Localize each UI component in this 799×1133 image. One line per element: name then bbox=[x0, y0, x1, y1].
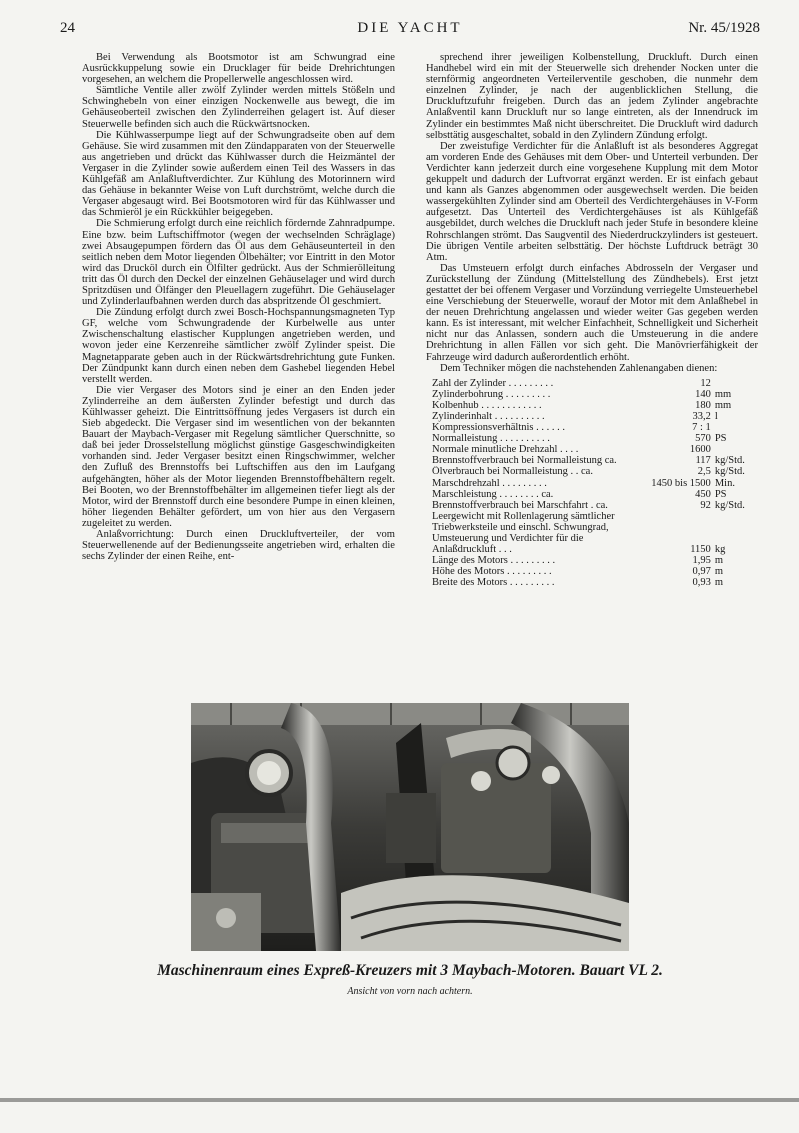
spec-value: 450 bbox=[695, 488, 711, 500]
paragraph: Dem Techniker mögen die nachstehenden Zahlenangaben dienen: bbox=[440, 362, 718, 374]
spec-label: Brennstoffverbrauch bei Marschfahrt . ca. bbox=[432, 499, 608, 511]
spec-label: Länge des Motors . . . . . . . . . bbox=[432, 555, 556, 567]
spec-value: 1450 bis 1500 bbox=[651, 477, 711, 489]
running-header bbox=[60, 20, 760, 40]
spec-unit: PS bbox=[714, 488, 727, 500]
spec-label: Brennstoffverbrauch bei Normalleistung ca. bbox=[432, 455, 617, 467]
journal-title: DIE YACHT bbox=[357, 20, 463, 36]
paragraph: Das Umsteuern erfolgt durch einfaches Abdrosseln der Vergaser und Zurückstellung der Zündung (Mittelstellung des Zündhebels). Erst jetzt gestattet der bei offenem Vergaser und Vorzündung verriegelte Umsteuerhebel eine Verschiebung der Steuerwelle, worauf der Motor mit dem Anlaßhebel in der neuen Drehrichtung angelassen und wieder weiter Gas gegeben werden kann. Es ist interessant, mit welcher Einfachheit, Schnelligkeit und Sicherheit nicht nur das Anlassen, sondern auch die Umsteuerung in die andere Drehrichtung in allen Fällen vor sich geht. Die Manövrierfähigkeit der Fahrzeuge wird dadurch außerordentlich erhöht. bbox=[426, 262, 758, 363]
spec-row bbox=[426, 411, 758, 422]
spec-label: Ölverbrauch bei Normalleistung . . ca. bbox=[432, 466, 593, 478]
spec-value: 1600 bbox=[689, 444, 711, 456]
spec-value: 1,95 bbox=[692, 555, 711, 567]
spec-unit: mm bbox=[714, 399, 732, 411]
spec-row bbox=[426, 577, 758, 588]
paragraph: Die Schmierung erfolgt durch eine reichlich fördernde Zahnradpumpe. Eine bzw. beim Luftschiffmotor (wegen der wechselnden Schräglage) zwei Absaugepumpen fördern das Öl aus dem Gehäuseunterteil in den seitlich neben dem Motor liegenden Ölbehälter; vor Eintritt in den Motor wird das Drucköl durch ein Ölfilter gedrückt. Aus der Schmierölleitung tritt das Öl durch den Deckel der einzelnen Gehäuselager und wird durch Spritzdüsen und Ölfänger den Pleuellagern zugeführt. Die Gehäuselager und Zylinderlaufbahnen werden durch das abspritzende Öl geschmiert. bbox=[82, 218, 395, 308]
spec-unit: PS bbox=[714, 433, 727, 445]
spec-row bbox=[426, 489, 758, 500]
right-column bbox=[426, 52, 758, 589]
issue-number: Nr. 45/1928 bbox=[688, 20, 760, 36]
spec-row bbox=[426, 478, 758, 489]
spec-row bbox=[426, 400, 758, 411]
spec-unit: kg/Std. bbox=[714, 499, 745, 511]
spec-label: Normale minutliche Drehzahl . . . . bbox=[432, 444, 579, 456]
paragraph: Sämtliche Ventile aller zwölf Zylinder werden mittels Stößeln und Schwinghebeln von einer einzigen Nockenwelle aus bewegt, die im Gehäuseoberteil zwischen den Zylinderreihen gelagert ist. Auf dieser Steuerwelle befinden sich auch die Rückwärtsnocken. bbox=[82, 85, 395, 130]
spec-row bbox=[426, 433, 758, 444]
spec-row bbox=[426, 511, 758, 555]
spec-label: Marschleistung . . . . . . . . ca. bbox=[432, 488, 554, 500]
spec-row bbox=[426, 466, 758, 477]
spec-label: Leergewicht mit Rollenlagerung sämtlicher Triebwerksteile und einschl. Schwungrad, Umsteuerung und Verdichter für die Anlaßdruckluft . . . bbox=[432, 510, 615, 556]
bottom-edge-rule bbox=[0, 1098, 799, 1102]
spec-value: 1150 bbox=[690, 544, 711, 556]
spec-unit: m bbox=[714, 577, 723, 589]
spec-row bbox=[426, 555, 758, 566]
spec-label: Breite des Motors . . . . . . . . . bbox=[432, 577, 555, 589]
spec-value: 92 bbox=[700, 499, 711, 511]
spec-row bbox=[426, 455, 758, 466]
spec-label: Zahl der Zylinder . . . . . . . . . bbox=[432, 377, 554, 389]
spec-value: 570 bbox=[695, 433, 711, 445]
spec-value: 0,93 bbox=[692, 577, 711, 589]
spec-unit: m bbox=[714, 566, 723, 578]
paragraph: Die Zündung erfolgt durch zwei Bosch-Hochspannungsmagneten Typ GF, welche vom Schwungradende der Kurbelwelle aus unter Zwischenschaltung elastischer Kupplungen angetrieben werden, und wovon jeder eine Kerzenreihe sämtlicher zwölf Zylinder speist. Die Magnetapparate geben auch in der Rückwärtsdrehrichtung gute Funken. Der Zündpunkt kann durch einen neben dem Gashebel liegenden Hebel verstellt werden. bbox=[82, 307, 395, 385]
page-number: 24 bbox=[60, 20, 75, 36]
paragraph: Anlaßvorrichtung: Durch einen Druckluftverteiler, der vom Steuerwellenende auf der Bedienungsseite angetrieben wird, erhalten die sechs Zylinder der einen Reihe, ent- bbox=[82, 529, 395, 563]
figure-caption: Maschinenraum eines Expreß-Kreuzers mit 3 Maybach-Motoren. Bauart VL 2. bbox=[157, 962, 663, 979]
spec-value: 117 bbox=[695, 455, 711, 467]
spec-label: Kompressionsverhältnis . . . . . . bbox=[432, 422, 565, 434]
spec-label: Zylinderinhalt . . . . . . . . . . bbox=[432, 411, 545, 422]
spec-unit: mm bbox=[714, 388, 732, 400]
figure-subcaption: Ansicht von vorn nach achtern. bbox=[347, 986, 473, 997]
spec-value: 140 bbox=[695, 388, 711, 400]
paragraph: sprechend ihrer jeweiligen Kolbenstellung, Druckluft. Durch einen Handhebel wird ein mit der Steuerwelle sich drehender Nocken unter die sternförmig angeordneten Verteilerventile geschoben, die nunmehr dem einzelnen Zylinder, je nach der augenblicklichen Stellung, die Druckluftzufuhr freigeben. Durch das an jedem Zylinder angebrachte Anlaßventil kann Druckluft nur so lange eintreten, als der Innendruck im Zylinder ein bestimmtes Maß nicht überschreitet. Die Druckluft wird dadurch selbsttätig ausgeschaltet, sobald in den Zylindern Zündung erfolgt. bbox=[426, 52, 758, 141]
spec-value: 7 : 1 bbox=[692, 422, 711, 434]
spec-label: Höhe des Motors . . . . . . . . . bbox=[432, 566, 552, 578]
paragraph: Die Kühlwasserpumpe liegt auf der Schwungradseite oben auf dem Gehäuse. Sie wird zusammen mit den Zündapparaten von der Steuerwelle aus angetrieben und drückt das Kühlwasser durch die Heizmäntel der Vergaser in die Zylinder sowie außerdem einen Teil des Wassers in das Kühlgefäß am Anlaßluftverdichter. Zur Kühlung des Motorinnern wird das Gehäuse in bekannter Weise von Luft durchströmt, welche durch die Vergaser abgesaugt wird. Bei Bootsmotoren wird für das Kühlwasser und das Schmieröl je ein Rückkühler beigegeben. bbox=[82, 129, 395, 219]
spec-row bbox=[426, 500, 758, 511]
spec-value: 33,2 bbox=[692, 411, 711, 422]
left-column bbox=[82, 52, 395, 562]
spec-unit: l bbox=[714, 411, 718, 422]
paragraph: Die vier Vergaser des Motors sind je einer an den Enden jeder Zylinderreihe an dem äußersten Zylinder befestigt und durch das Kühlwasser geheizt. Die Eintrittsöffnung jedes Vergasers ist durch ein Sieb abgedeckt. Die Vergaser sind im wesentlichen von der bekannten Bauart der Maybach-Vergaser mit Regelung sämtlicher Querschnitte, so daß bei jeder Drosselstellung möglichst günstige Gasgeschwindigkeiten vorhanden sind. Jeder Vergaser besitzt einen Ringschwimmer, welcher den Zufluß des Brennstoffs bei Luftschiffen aus den im Laufgang aufgehängten, höher als der Motor liegenden Brennstoffbehältern regelt. Bei Booten, wo der Brennstoffbehälter im allgemeinen tiefer liegt als der Motor, wird der Brennstoff durch eine besondere Pumpe in einen kleinen, höher liegenden Behälter gefördert, um von hier aus den Vergasern zugeleitet zu werden. bbox=[82, 384, 395, 529]
spec-row bbox=[426, 566, 758, 577]
spec-label: Normalleistung . . . . . . . . . . bbox=[432, 433, 550, 445]
spec-row bbox=[426, 444, 758, 455]
spec-table bbox=[426, 378, 758, 589]
engine-room-illustration bbox=[191, 703, 629, 951]
spec-unit: m bbox=[714, 555, 723, 567]
spec-value: 12 bbox=[700, 377, 711, 389]
spec-label: Marschdrehzahl . . . . . . . . . bbox=[432, 477, 547, 489]
spec-label: Kolbenhub . . . . . . . . . . . . bbox=[432, 399, 542, 411]
spec-row bbox=[426, 422, 758, 433]
spec-label: Zylinderbohrung . . . . . . . . . bbox=[432, 388, 551, 400]
spec-unit: kg/Std. bbox=[714, 455, 745, 467]
spec-unit: Min. bbox=[714, 477, 735, 489]
paragraph: Der zweistufige Verdichter für die Anlaßluft ist als besonderes Aggregat am vorderen Ende des Gehäuses mit dem Ober- und Unterteil verbunden. Der Verdichter kann jederzeit durch eine vorgesehene Kupplung mit dem Motor gekuppelt und dadurch der Luftvorrat ergänzt werden. Er ist einfach gebaut und kann als Ganzes abgenommen oder ausgewechselt werden. Die beiden wassergekühlten Zylinder sind am Oberteil des Verdichtergehäuses in V-Form aufgesetzt. Das Unterteil des Verdichtergehäuses ist als Kühlgefäß ausgebildet, durch welches die Druckluft nach jeder Stufe in besondere kleine Rohrschlangen strömt. Das Saugventil des Niederdruckzylinders ist gesteuert. Die übrigen Ventile arbeiten selbsttätig. Der höchste Luftdruck beträgt 30 Atm. bbox=[426, 140, 758, 263]
engine-room-photo bbox=[191, 703, 629, 951]
spec-unit: kg bbox=[714, 544, 726, 556]
paragraph: Bei Verwendung als Bootsmotor ist am Schwungrad eine Ausrückkuppelung sowie ein Drucklager für beide Drehrichtungen vorgesehen, an welchem die Propellerwelle angeschlossen wird. bbox=[82, 52, 395, 86]
spec-value: 0,97 bbox=[692, 566, 711, 578]
spec-row bbox=[426, 378, 758, 389]
spec-unit: kg/Std. bbox=[714, 466, 745, 478]
spec-value: 2,5 bbox=[697, 466, 711, 478]
spec-value: 180 bbox=[695, 399, 711, 411]
spec-row bbox=[426, 389, 758, 400]
